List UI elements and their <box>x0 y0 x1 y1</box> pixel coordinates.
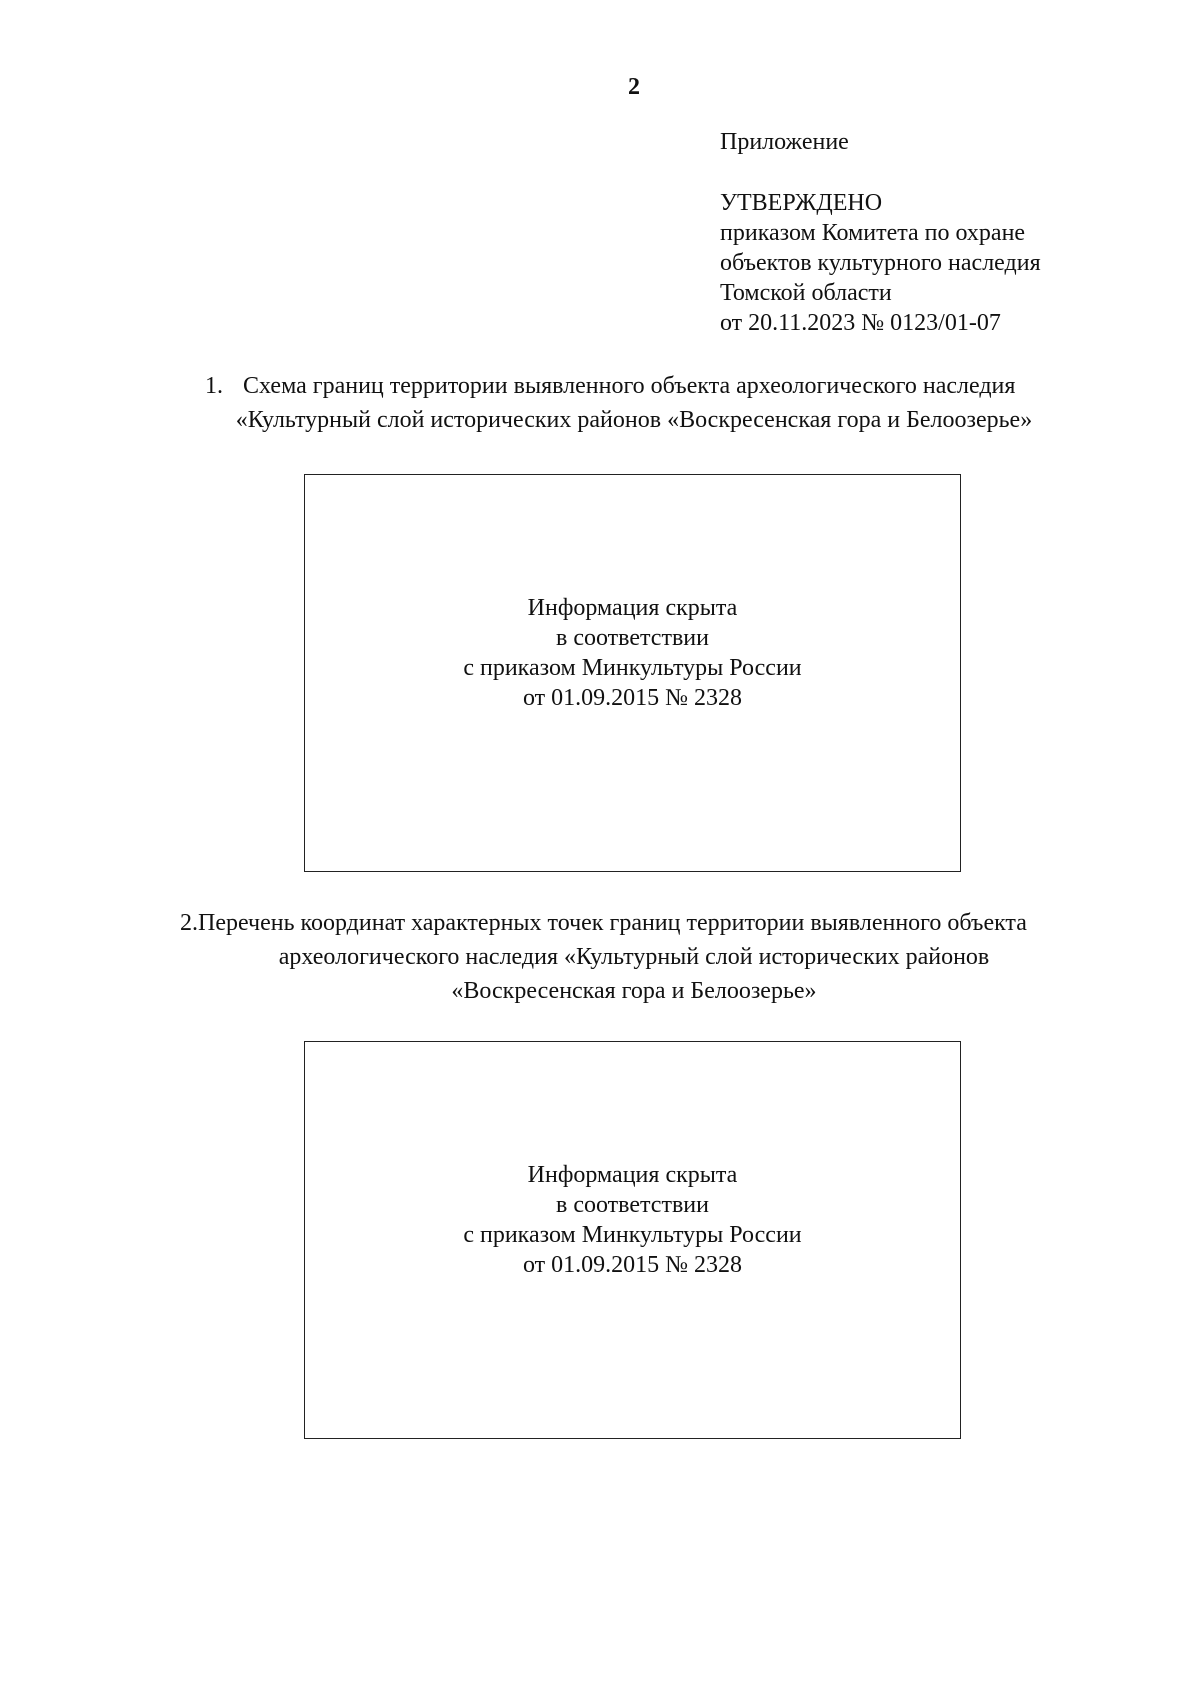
hidden-info-box-2 <box>304 1041 961 1439</box>
approved-line-4: от 20.11.2023 № 0123/01-07 <box>720 310 1001 336</box>
section-1-heading-line-1 <box>205 369 1015 403</box>
section-2-heading-line-1 <box>180 906 1027 940</box>
hidden-info-1-line-3: с приказом Минкультуры России <box>463 655 802 681</box>
appendix-label: Приложение <box>720 129 849 155</box>
section-2-number: 2. <box>180 910 198 936</box>
section-1-title-text: Схема границ территории выявленного объекта археологического наследия <box>243 373 1016 399</box>
section-1-number: 1. <box>205 373 223 399</box>
hidden-info-2-line-4: от 01.09.2015 № 2328 <box>522 1252 743 1278</box>
hidden-info-2-line-3: с приказом Минкультуры России <box>463 1222 802 1248</box>
section-2-heading-line-3: «Воскресенская гора и Белоозерье» <box>451 978 817 1004</box>
section-2-title-text: Перечень координат характерных точек границ территории выявленного объекта <box>198 910 1027 936</box>
hidden-info-1-line-2: в соответствии <box>556 625 709 651</box>
hidden-info-1-line-1: Информация скрыта <box>527 595 738 621</box>
hidden-info-text-1 <box>463 593 801 713</box>
approved-heading: УТВЕРЖДЕНО <box>720 190 883 216</box>
hidden-info-2-line-2: в соответствии <box>556 1192 709 1218</box>
approved-line-1: приказом Комитета по охране <box>720 220 1026 246</box>
approved-line-3: Томской области <box>720 280 892 306</box>
hidden-info-1-line-4: от 01.09.2015 № 2328 <box>522 685 743 711</box>
hidden-info-2-line-1: Информация скрыта <box>527 1162 738 1188</box>
page-number: 2 <box>628 74 640 100</box>
hidden-info-box-1 <box>304 474 961 872</box>
approval-block <box>720 188 1041 338</box>
section-2-heading-line-2: археологического наследия «Культурный слой исторических районов <box>278 944 990 970</box>
section-1-heading-line-2: «Культурный слой исторических районов «Воскресенская гора и Белоозерье» <box>235 407 1033 433</box>
hidden-info-text-2 <box>463 1160 801 1280</box>
approved-line-2: объектов культурного наследия <box>720 250 1041 276</box>
